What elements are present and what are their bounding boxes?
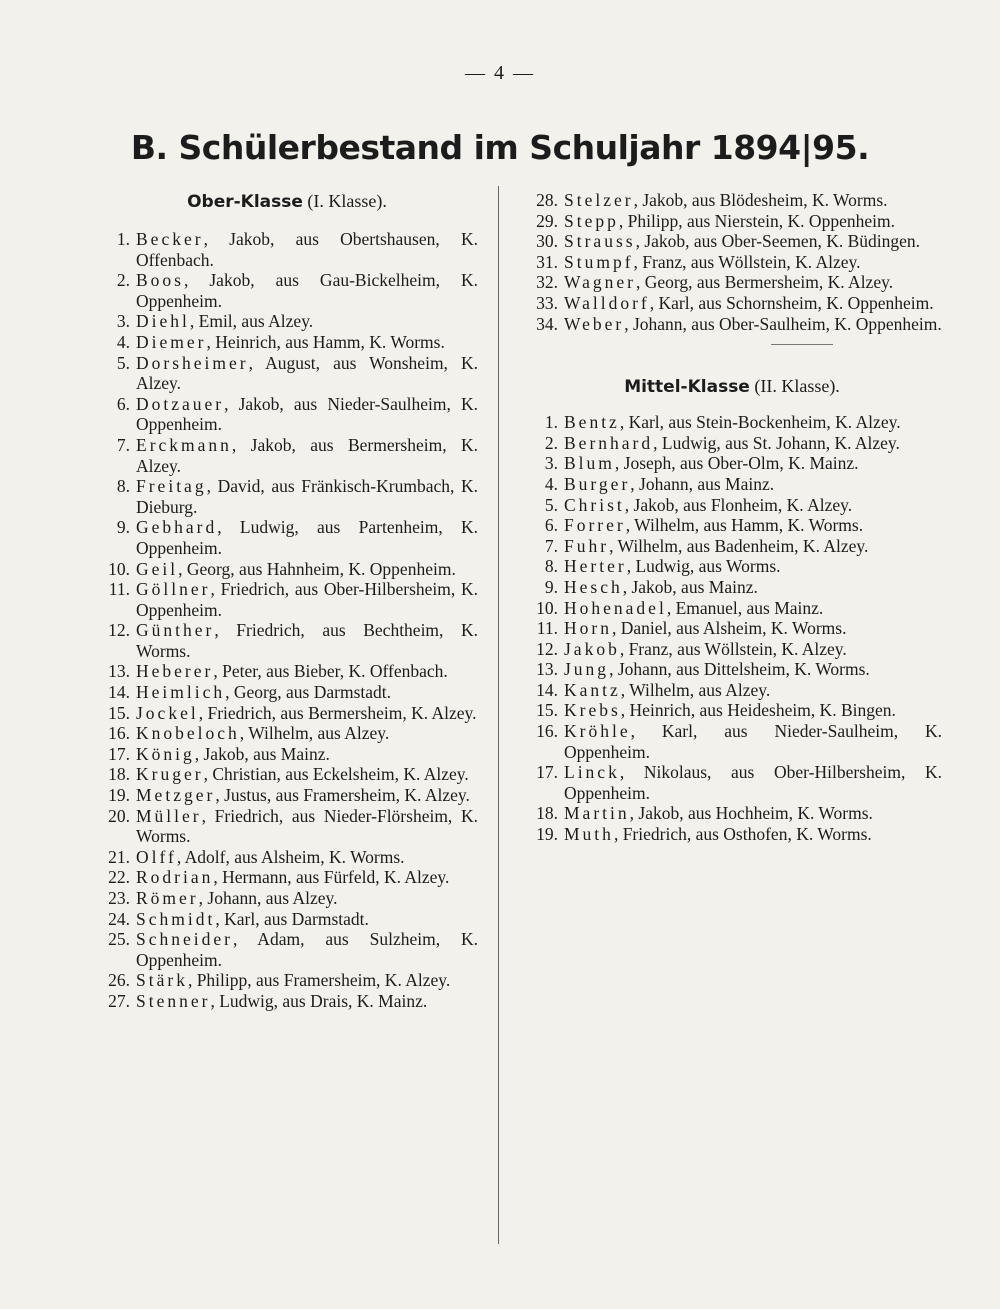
ober-klasse-heading [96,190,478,213]
student-entry [522,721,942,762]
student-details: , Adolf, aus Alsheim, K. Worms. [176,846,405,867]
student-surname: Kantz [564,679,621,700]
student-number: 31. [536,251,558,272]
student-number: 19. [108,785,130,806]
student-surname: Heimlich [136,682,226,703]
student-details: , Georg, aus Darmstadt. [225,682,392,703]
student-entry [96,394,478,435]
student-surname: Walldorf [564,292,650,313]
student-details: , Jakob, aus Mainz. [194,743,330,764]
student-number: 18. [108,764,130,785]
student-surname: Becker [136,229,204,249]
student-surname: Hohenadel [564,597,667,618]
student-entry [522,231,942,252]
student-entry [96,353,478,394]
student-details: , Jakob, aus Gau-Bickelheim, K. Oppenheim. [136,270,478,311]
student-entry [522,536,942,557]
student-surname: Freitag [136,476,207,497]
student-number: 10. [108,558,130,579]
student-surname: Dotzauer [136,393,225,414]
student-number: 6. [116,393,130,414]
student-number: 3. [544,453,558,474]
student-details: , Peter, aus Bieber, K. Offenbach. [213,661,448,682]
student-entry [96,703,478,724]
student-details: , Friedrich, aus Ober-Hilbersheim, K. Oppenheim. [136,579,478,620]
student-details: , Emanuel, aus Mainz. [666,597,824,618]
student-details: , Adam, aus Sulzheim, K. Oppenheim. [136,929,478,970]
student-surname: Weber [564,313,625,334]
student-number: 17. [108,743,130,764]
student-number: 4. [116,331,130,352]
student-surname: Metzger [136,785,216,806]
student-number: 16. [108,723,130,744]
student-details: , Friedrich, aus Nieder-Flörsheim, K. Worms. [136,805,478,847]
student-surname: Burger [564,473,631,494]
student-details: , Jakob, aus Mainz. [622,576,758,597]
student-surname: Knobeloch [136,723,240,744]
student-entry [522,700,942,721]
student-entry [522,314,942,335]
student-surname: Wagner [564,272,636,293]
student-surname: Rodrian [136,867,214,888]
student-entry [96,909,478,930]
student-details: , Johann, aus Mainz. [630,473,775,494]
student-number: 2. [116,270,130,291]
student-entry [522,412,942,433]
student-number: 12. [536,638,558,659]
student-entry [96,661,478,682]
student-surname: Bernhard [564,432,654,453]
student-entry [522,272,942,293]
student-entry [96,270,478,311]
student-surname: Herter [564,556,627,577]
student-surname: Blum [564,453,615,474]
student-number: 9. [544,576,558,597]
student-details: , Franz, aus Wöllstein, K. Alzey. [619,638,847,659]
student-details: , Wilhelm, aus Badenheim, K. Alzey. [609,535,869,556]
student-entry [522,190,942,211]
student-details: , Jakob, aus Bermersheim, K. Alzey. [136,434,478,476]
student-details: , Jakob, aus Hochheim, K. Worms. [629,803,873,824]
student-surname: Muth [564,824,614,845]
student-number: 7. [116,434,130,455]
student-entry [522,803,942,824]
student-number: 4. [544,473,558,494]
student-surname: Stumpf [564,251,634,272]
student-number: 6. [544,515,558,536]
student-number: 12. [108,620,130,641]
student-number: 14. [536,679,558,700]
student-entry [96,744,478,765]
student-entry [96,229,478,270]
student-entry [522,762,942,803]
student-details: , Hermann, aus Fürfeld, K. Alzey. [213,867,450,888]
student-number: 16. [536,721,558,742]
student-details: , Georg, aus Bermersheim, K. Alzey. [635,272,894,293]
student-number: 15. [108,702,130,723]
student-number: 19. [536,824,558,845]
student-number: 33. [536,292,558,313]
student-surname: Linck [564,762,620,783]
student-entry [96,806,478,847]
student-details: , Jakob, aus Blödesheim, K. Worms. [633,190,888,210]
student-details: , Emil, aus Alzey. [189,311,314,332]
student-details: , Ludwig, aus St. Johann, K. Alzey. [653,432,900,453]
student-details: , Johann, aus Alzey. [198,888,338,908]
student-number: 27. [108,990,130,1011]
separator-rule [771,344,833,345]
student-entry [522,433,942,454]
student-details: , David, aus Fränkisch-Krumbach, K. Dieburg. [136,476,478,517]
student-number: 20. [108,805,130,826]
student-surname: Römer [136,888,199,908]
ober-klasse-heading-name: Ober-Klasse [187,192,303,212]
student-entry [96,785,478,806]
student-number: 21. [108,846,130,867]
student-entry [96,435,478,476]
student-details: , Friedrich, aus Bermersheim, K. Alzey. [198,702,477,723]
student-surname: Kröhle [564,721,631,742]
student-details: , Karl, aus Nieder-Saulheim, K. Oppenheim. [564,721,942,762]
left-column [96,190,478,1012]
student-surname: Martin [564,803,630,824]
student-surname: Müller [136,805,202,826]
student-surname: Stelzer [564,190,634,210]
student-entry [96,311,478,332]
student-entry [96,888,478,909]
student-surname: Dorsheimer [136,352,249,373]
student-details: , Joseph, aus Ober-Olm, K. Mainz. [614,453,859,474]
student-entry [522,293,942,314]
student-entry [96,929,478,970]
student-details: , Heinrich, aus Heidesheim, K. Bingen. [620,700,896,721]
student-entry [96,970,478,991]
student-surname: Erckmann [136,434,232,455]
student-surname: Boos [136,270,184,291]
student-entry [96,332,478,353]
student-number: 8. [116,476,130,497]
student-entry [96,682,478,703]
student-entry [96,723,478,744]
student-details: , Heinrich, aus Hamm, K. Worms. [206,331,445,352]
student-number: 11. [108,579,130,600]
student-surname: Günther [136,620,215,641]
student-surname: Schmidt [136,908,216,929]
student-details: , Justus, aus Framersheim, K. Alzey. [215,785,470,806]
student-details: , August, aus Wonsheim, K. Alzey. [136,352,478,394]
student-entry [522,556,942,577]
student-number: 26. [108,970,130,991]
student-details: , Johann, aus Dittelsheim, K. Worms. [609,659,870,680]
student-details: , Karl, aus Stein-Bockenheim, K. Alzey. [619,412,901,433]
student-entry [96,764,478,785]
student-details: , Wilhelm, aus Alzey. [239,723,390,744]
student-number: 18. [536,803,558,824]
student-number: 15. [536,700,558,721]
student-entry [522,659,942,680]
student-number: 25. [108,929,130,950]
ober-klasse-list-continued [522,190,942,334]
student-details: , Ludwig, aus Partenheim, K. Oppenheim. [136,517,478,558]
student-entry [522,453,942,474]
student-details: , Philipp, aus Nierstein, K. Oppenheim. [618,210,895,231]
student-number: 13. [536,659,558,680]
student-surname: Fuhr [564,535,610,556]
student-details: , Johann, aus Ober-Saulheim, K. Oppenheim. [624,313,942,334]
student-entry [522,577,942,598]
student-entry [522,639,942,660]
student-details: , Daniel, aus Alsheim, K. Worms. [611,618,847,639]
mittel-klasse-heading [522,375,942,398]
student-surname: Heberer [136,661,214,682]
student-entry [522,211,942,232]
student-details: , Friedrich, aus Bechtheim, K. Worms. [136,620,478,661]
student-surname: Olff [136,846,177,867]
student-number: 10. [536,597,558,618]
mittel-klasse-heading-suffix: (II. Klasse). [749,376,840,397]
student-details: , Jakob, aus Ober-Seemen, K. Büdingen. [635,231,921,252]
student-surname: Kruger [136,764,204,785]
student-details: , Nikolaus, aus Ober-Hilbersheim, K. Oppenheim. [564,762,942,803]
student-details: , Ludwig, aus Drais, K. Mainz. [210,990,428,1011]
student-number: 11. [536,618,558,639]
right-column [522,190,942,845]
student-number: 7. [544,535,558,556]
student-surname: Gebhard [136,517,218,538]
student-entry [522,474,942,495]
column-divider [498,186,499,1244]
student-details: , Christian, aus Eckelsheim, K. Alzey. [203,764,469,785]
student-number: 2. [544,432,558,453]
student-number: 3. [116,311,130,332]
student-surname: Geil [136,558,179,579]
student-surname: Jakob [564,638,620,659]
student-surname: Diemer [136,331,207,352]
student-details: , Karl, aus Schornsheim, K. Oppenheim. [649,292,934,313]
student-surname: Jockel [136,702,199,723]
student-entry [96,847,478,868]
student-entry [522,495,942,516]
student-details: , Jakob, aus Obertshausen, K. Offenbach. [136,229,478,270]
student-entry [522,598,942,619]
student-number: 5. [544,494,558,515]
student-surname: Stärk [136,970,188,991]
section-title: B. Schülerbestand im Schuljahr 1894|95. [130,128,870,167]
student-number: 9. [116,517,130,538]
student-entry [522,618,942,639]
student-number: 17. [536,762,558,783]
student-surname: Strauss [564,231,636,252]
student-entry [96,620,478,661]
student-entry [96,579,478,620]
student-number: 24. [108,908,130,929]
student-surname: Bentz [564,412,620,433]
student-surname: Christ [564,494,625,515]
student-number: 14. [108,682,130,703]
student-number: 29. [536,210,558,231]
student-surname: Horn [564,618,612,639]
student-details: , Wilhelm, aus Hamm, K. Worms. [625,515,864,536]
student-entry [96,476,478,517]
student-number: 8. [544,556,558,577]
student-surname: Stenner [136,990,211,1011]
student-number: 22. [108,867,130,888]
mittel-klasse-heading-name: Mittel-Klasse [624,377,750,398]
student-entry [96,559,478,580]
student-number: 28. [536,190,558,210]
page-number: — 4 — [465,62,535,84]
student-surname: Stepp [564,210,619,231]
student-surname: Göllner [136,579,211,600]
student-number: 23. [108,888,130,908]
student-number: 5. [116,352,130,373]
student-number: 32. [536,272,558,293]
student-details: , Georg, aus Hahnheim, K. Oppenheim. [178,558,456,579]
student-entry [522,824,942,845]
student-details: , Friedrich, aus Osthofen, K. Worms. [613,824,872,845]
student-number: 1. [544,412,558,433]
ober-klasse-heading-suffix: (I. Klasse). [302,191,387,211]
student-entry [522,515,942,536]
student-surname: Hesch [564,576,623,597]
student-number: 1. [116,229,130,249]
student-number: 13. [108,661,130,682]
student-number: 30. [536,231,558,252]
student-details: , Philipp, aus Framersheim, K. Alzey. [187,970,451,991]
student-surname: Forrer [564,515,626,536]
student-surname: Jung [564,659,610,680]
student-surname: Diehl [136,311,190,332]
student-details: , Ludwig, aus Worms. [626,556,781,577]
ober-klasse-list [96,229,478,1012]
student-details: , Franz, aus Wöllstein, K. Alzey. [633,251,861,272]
student-details: , Jakob, aus Nieder-Saulheim, K. Oppenheim. [136,393,478,435]
student-number: 34. [536,313,558,334]
student-entry [96,867,478,888]
student-details: , Jakob, aus Flonheim, K. Alzey. [624,494,853,515]
student-entry [96,991,478,1012]
student-entry [522,680,942,701]
student-details: , Wilhelm, aus Alzey. [620,679,771,700]
student-surname: König [136,743,195,764]
student-surname: Schneider [136,929,233,950]
student-entry [522,252,942,273]
student-surname: Krebs [564,700,621,721]
mittel-klasse-list [522,412,942,844]
student-entry [96,517,478,558]
student-details: , Karl, aus Darmstadt. [215,908,369,929]
